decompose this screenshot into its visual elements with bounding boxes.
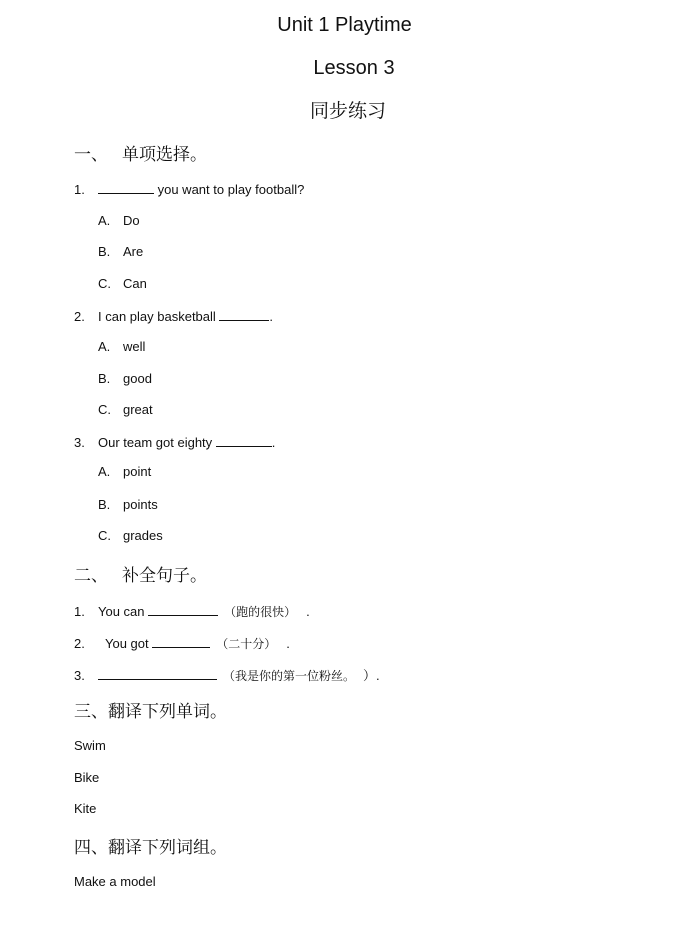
section2-heading-text: 补全句子。 — [122, 566, 207, 586]
section1-heading — [74, 140, 207, 165]
option-text: great — [123, 402, 153, 417]
option-text: Are — [123, 244, 144, 259]
word-item: Swim — [74, 738, 106, 753]
section3-heading: 三、翻译下列单词。 — [74, 702, 227, 722]
option-1a[interactable] — [98, 213, 140, 228]
word-item: Bike — [74, 770, 100, 785]
question-number: 2. — [74, 309, 85, 324]
option-letter: C. — [98, 402, 111, 417]
option-3c[interactable] — [98, 528, 163, 543]
option-letter: A. — [98, 339, 111, 354]
question-text-after: . — [269, 309, 274, 324]
answer-blank[interactable] — [98, 180, 154, 194]
option-text: Can — [123, 276, 147, 291]
option-2a[interactable] — [98, 339, 145, 354]
section1-heading-text: 单项选择。 — [122, 145, 207, 165]
option-text: good — [123, 371, 152, 386]
section4-heading: 四、翻译下列词组。 — [74, 838, 227, 858]
section2-heading-num: 二、 — [74, 566, 108, 586]
option-1c[interactable] — [98, 276, 147, 291]
option-letter: C. — [98, 528, 111, 543]
option-3b[interactable] — [98, 497, 158, 512]
word-item: Kite — [74, 801, 97, 816]
chinese-hint: （我是你的第一位粉丝。 — [223, 669, 356, 683]
question-text-before: I can play basketball — [98, 309, 220, 324]
answer-blank[interactable] — [148, 602, 218, 616]
item-number: 2. — [74, 636, 85, 651]
sentence-end: ）. — [363, 668, 380, 683]
chinese-hint: （二十分） — [216, 637, 277, 651]
question-2 — [74, 307, 273, 324]
option-text: well — [123, 339, 146, 354]
sentence-1 — [74, 602, 310, 620]
option-text: grades — [123, 528, 163, 543]
answer-blank[interactable] — [219, 307, 269, 321]
option-text: point — [123, 464, 152, 479]
sentence-end: . — [306, 604, 310, 619]
phrase-item: Make a model — [74, 874, 156, 889]
option-letter: B. — [98, 371, 111, 386]
sentence-2 — [74, 634, 290, 652]
question-3 — [74, 433, 275, 450]
answer-blank[interactable] — [216, 433, 272, 447]
subtitle: 同步练习 — [309, 100, 386, 122]
section2-heading — [74, 561, 207, 586]
chinese-hint: （跑的很快） — [224, 605, 297, 619]
option-letter: C. — [98, 276, 111, 291]
question-text-before: Our team got eighty — [98, 435, 216, 450]
answer-blank[interactable] — [98, 666, 217, 680]
option-2b[interactable] — [98, 371, 152, 386]
item-number: 1. — [74, 604, 85, 619]
lesson-title: Lesson 3 — [313, 57, 395, 79]
option-letter: B. — [98, 497, 111, 512]
question-number: 1. — [74, 182, 85, 197]
sentence-text: You got — [105, 636, 153, 651]
option-letter: B. — [98, 244, 111, 259]
option-text: Do — [123, 213, 140, 228]
option-text: points — [123, 497, 158, 512]
option-letter: A. — [98, 213, 111, 228]
page-title: Unit 1 Playtime — [277, 14, 412, 36]
section1-heading-num: 一、 — [74, 145, 108, 165]
option-letter: A. — [98, 464, 111, 479]
sentence-3 — [74, 665, 380, 684]
sentence-end: . — [286, 636, 290, 651]
option-1b[interactable] — [98, 244, 143, 259]
option-3a[interactable] — [98, 464, 151, 479]
item-number: 3. — [74, 668, 85, 683]
sentence-text: You can — [98, 604, 149, 619]
question-text-after: you want to play football? — [154, 182, 305, 197]
question-text-after: . — [271, 435, 276, 450]
option-2c[interactable] — [98, 402, 153, 417]
question-1 — [74, 180, 304, 197]
answer-blank[interactable] — [152, 634, 210, 648]
question-number: 3. — [74, 435, 85, 450]
